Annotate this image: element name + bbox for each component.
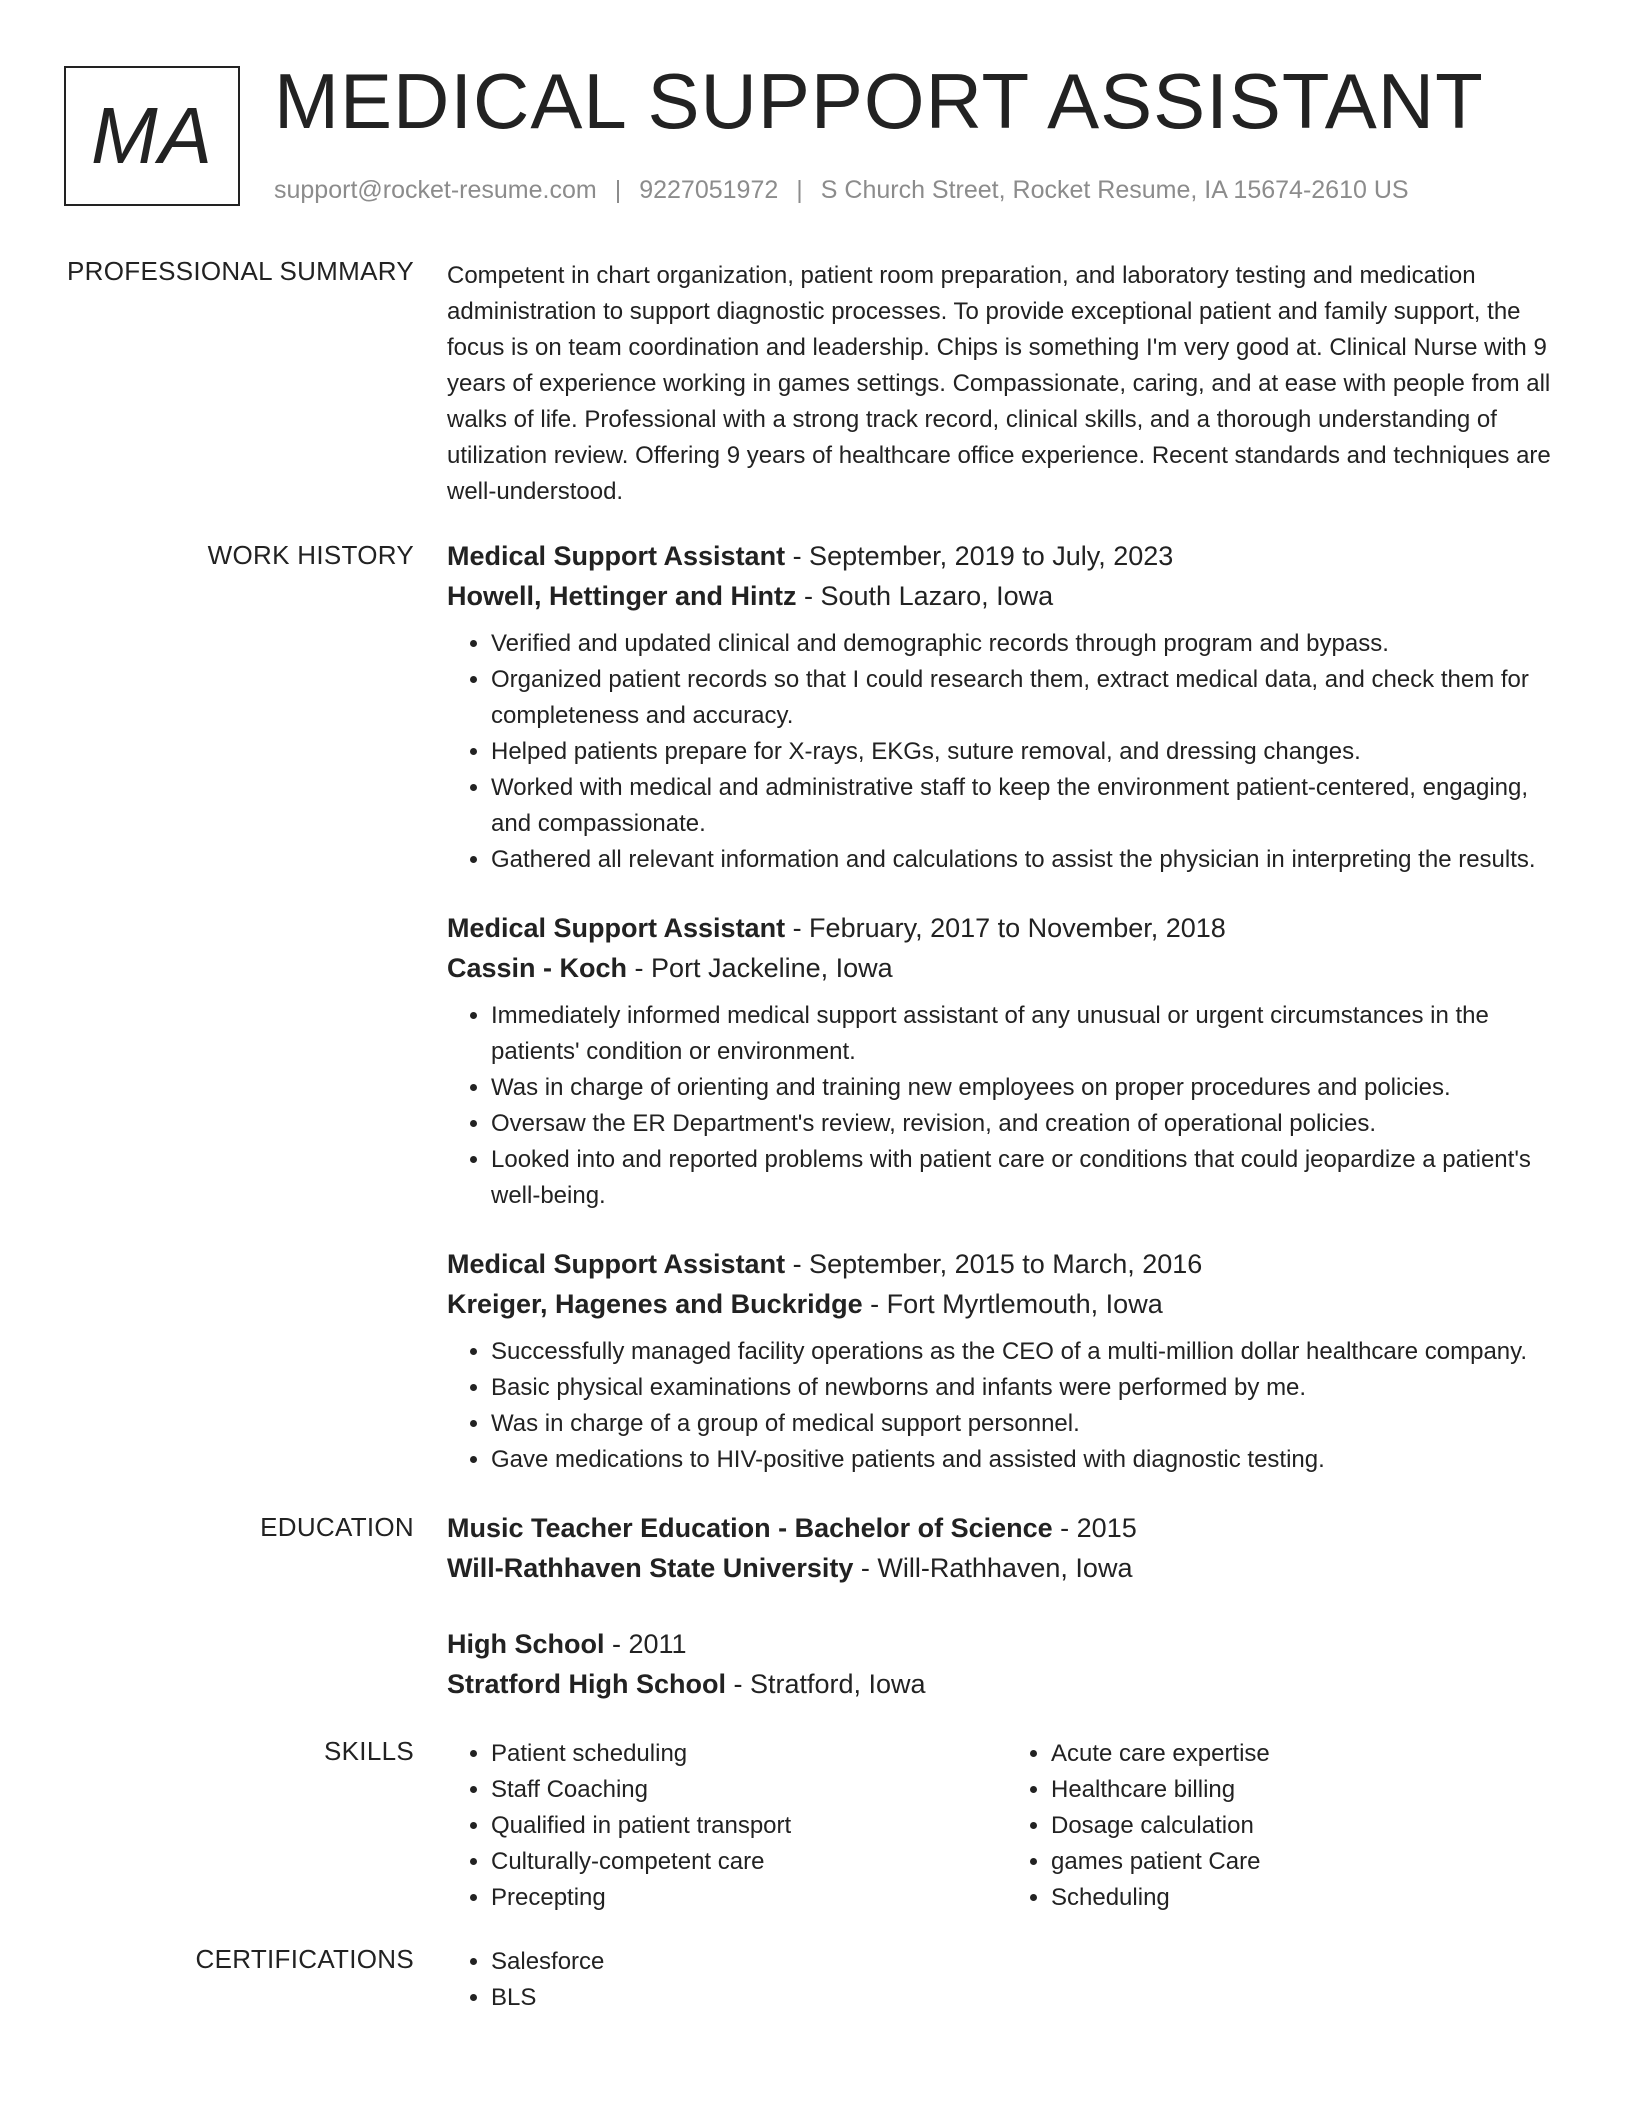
job-location: - South Lazaro, Iowa bbox=[796, 581, 1054, 611]
job-bullet: • Was in charge of orienting and training new employees on proper procedures and policies. bbox=[491, 1070, 1567, 1106]
job-entry bbox=[447, 536, 1567, 878]
skills-columns bbox=[447, 1736, 1567, 1916]
job-title-line bbox=[447, 908, 1567, 948]
education-section bbox=[0, 1508, 1632, 1704]
job-bullet: • Organized patient records so that I could research them, extract medical data, and check them for completeness and accuracy. bbox=[491, 662, 1567, 734]
job-company-line bbox=[447, 1284, 1567, 1324]
job-title-line bbox=[447, 536, 1567, 576]
education-school: Stratford High School bbox=[447, 1669, 726, 1699]
education-school-line bbox=[447, 1548, 1567, 1588]
contact-line bbox=[274, 176, 1409, 205]
job-bullet: • Gathered all relevant information and calculations to assist the physician in interpreting the results. bbox=[491, 842, 1567, 878]
job-entry bbox=[447, 908, 1567, 1214]
skills-list-right bbox=[1007, 1736, 1567, 1916]
jobs-list bbox=[447, 536, 1567, 1478]
job-bullet: • Oversaw the ER Department's review, revision, and creation of operational policies. bbox=[491, 1106, 1567, 1142]
education-entry bbox=[447, 1508, 1567, 1588]
education-location: - Stratford, Iowa bbox=[726, 1669, 926, 1699]
job-title-line bbox=[447, 1244, 1567, 1284]
education-school: Will-Rathhaven State University bbox=[447, 1553, 854, 1583]
job-bullets bbox=[447, 998, 1567, 1214]
contact-phone: 9227051972 bbox=[639, 176, 779, 204]
job-bullet: • Verified and updated clinical and demographic records through program and bypass. bbox=[491, 626, 1567, 662]
section-label-certifications: CERTIFICATIONS bbox=[195, 1944, 414, 1974]
job-bullet: • Helped patients prepare for X-rays, EKGs, suture removal, and dressing changes. bbox=[491, 734, 1567, 770]
section-label-summary: PROFESSIONAL SUMMARY bbox=[67, 256, 414, 286]
summary-section bbox=[0, 258, 1632, 510]
education-degree: Music Teacher Education - Bachelor of Science bbox=[447, 1513, 1053, 1543]
job-bullet: • Looked into and reported problems with patient care or conditions that could jeopardize a patient's well-being. bbox=[491, 1142, 1567, 1214]
education-degree: High School bbox=[447, 1629, 605, 1659]
job-entry bbox=[447, 1244, 1567, 1478]
education-degree-line bbox=[447, 1508, 1567, 1548]
job-bullet: • Successfully managed facility operations as the CEO of a multi-million dollar healthcare company. bbox=[491, 1334, 1567, 1370]
skill-item: • Patient scheduling bbox=[491, 1736, 1007, 1772]
candidate-name: MEDICAL SUPPORT ASSISTANT bbox=[274, 57, 1484, 145]
skill-item: • Acute care expertise bbox=[1051, 1736, 1567, 1772]
job-company-line bbox=[447, 576, 1567, 616]
job-dates: - September, 2015 to March, 2016 bbox=[785, 1249, 1203, 1279]
education-location: - Will-Rathhaven, Iowa bbox=[853, 1553, 1133, 1583]
contact-address: S Church Street, Rocket Resume, IA 15674-2610 US bbox=[820, 176, 1409, 204]
job-title: Medical Support Assistant bbox=[447, 1249, 786, 1279]
skill-item: • Scheduling bbox=[1051, 1880, 1567, 1916]
skills-list-left bbox=[447, 1736, 1007, 1916]
job-bullets bbox=[447, 1334, 1567, 1478]
contact-email: support@rocket-resume.com bbox=[274, 176, 597, 204]
job-bullet: • Was in charge of a group of medical support personnel. bbox=[491, 1406, 1567, 1442]
education-school-line bbox=[447, 1664, 1567, 1704]
education-list bbox=[447, 1508, 1567, 1704]
job-company: Cassin - Koch bbox=[447, 953, 628, 983]
skill-item: • Precepting bbox=[491, 1880, 1007, 1916]
resume-header bbox=[0, 0, 1632, 250]
job-bullets bbox=[447, 626, 1567, 878]
section-label-work: WORK HISTORY bbox=[207, 540, 414, 570]
certification-item: • Salesforce bbox=[491, 1944, 1567, 1980]
skill-item: • Qualified in patient transport bbox=[491, 1808, 1007, 1844]
job-location: - Fort Myrtlemouth, Iowa bbox=[862, 1289, 1163, 1319]
contact-separator: | bbox=[614, 176, 622, 204]
job-title: Medical Support Assistant bbox=[447, 541, 786, 571]
skill-item: • Dosage calculation bbox=[1051, 1808, 1567, 1844]
certification-item: • BLS bbox=[491, 1980, 1567, 2016]
job-company: Kreiger, Hagenes and Buckridge bbox=[447, 1289, 863, 1319]
summary-text: Competent in chart organization, patient room preparation, and laboratory testing and medication administration to support diagnostic processes. To provide exceptional patient and family support, the focus is on team coordination and leadership. Chips is something I'm very good at. Clinical Nurse with 9 years of experience working in games settings. Compassionate, caring, and at ease with people from all walks of life. Professional with a strong track record, clinical skills, and a thorough understanding of utilization review. Offering 9 years of healthcare office experience. Recent standards and techniques are well-understood. bbox=[447, 262, 1551, 505]
contact-separator: | bbox=[796, 176, 803, 204]
certifications-section bbox=[0, 1944, 1632, 2016]
certifications-list bbox=[447, 1944, 1567, 2016]
job-company-line bbox=[447, 948, 1567, 988]
job-title: Medical Support Assistant bbox=[447, 913, 786, 943]
job-dates: - September, 2019 to July, 2023 bbox=[785, 541, 1174, 571]
skill-item: • games patient Care bbox=[1051, 1844, 1567, 1880]
education-degree-line bbox=[447, 1624, 1567, 1664]
skill-item: • Culturally-competent care bbox=[491, 1844, 1007, 1880]
skill-item: • Staff Coaching bbox=[491, 1772, 1007, 1808]
job-location: - Port Jackeline, Iowa bbox=[627, 953, 893, 983]
skill-item: • Healthcare billing bbox=[1051, 1772, 1567, 1808]
education-year: - 2015 bbox=[1052, 1513, 1137, 1543]
skills-section bbox=[0, 1736, 1632, 1916]
section-label-skills: SKILLS bbox=[324, 1736, 414, 1766]
job-bullet: • Immediately informed medical support assistant of any unusual or urgent circumstances in the patients' condition or environment. bbox=[491, 998, 1567, 1070]
education-entry bbox=[447, 1624, 1567, 1704]
job-bullet: • Basic physical examinations of newborns and infants were performed by me. bbox=[491, 1370, 1567, 1406]
section-label-education: EDUCATION bbox=[260, 1512, 414, 1542]
job-company: Howell, Hettinger and Hintz bbox=[447, 581, 797, 611]
job-dates: - February, 2017 to November, 2018 bbox=[785, 913, 1226, 943]
education-year: - 2011 bbox=[604, 1629, 687, 1659]
work-history-section bbox=[0, 536, 1632, 1478]
job-bullet: • Worked with medical and administrative staff to keep the environment patient-centered, engaging, and compassionate. bbox=[491, 770, 1567, 842]
monogram-box: MA bbox=[64, 66, 240, 206]
job-bullet: • Gave medications to HIV-positive patients and assisted with diagnostic testing. bbox=[491, 1442, 1567, 1478]
